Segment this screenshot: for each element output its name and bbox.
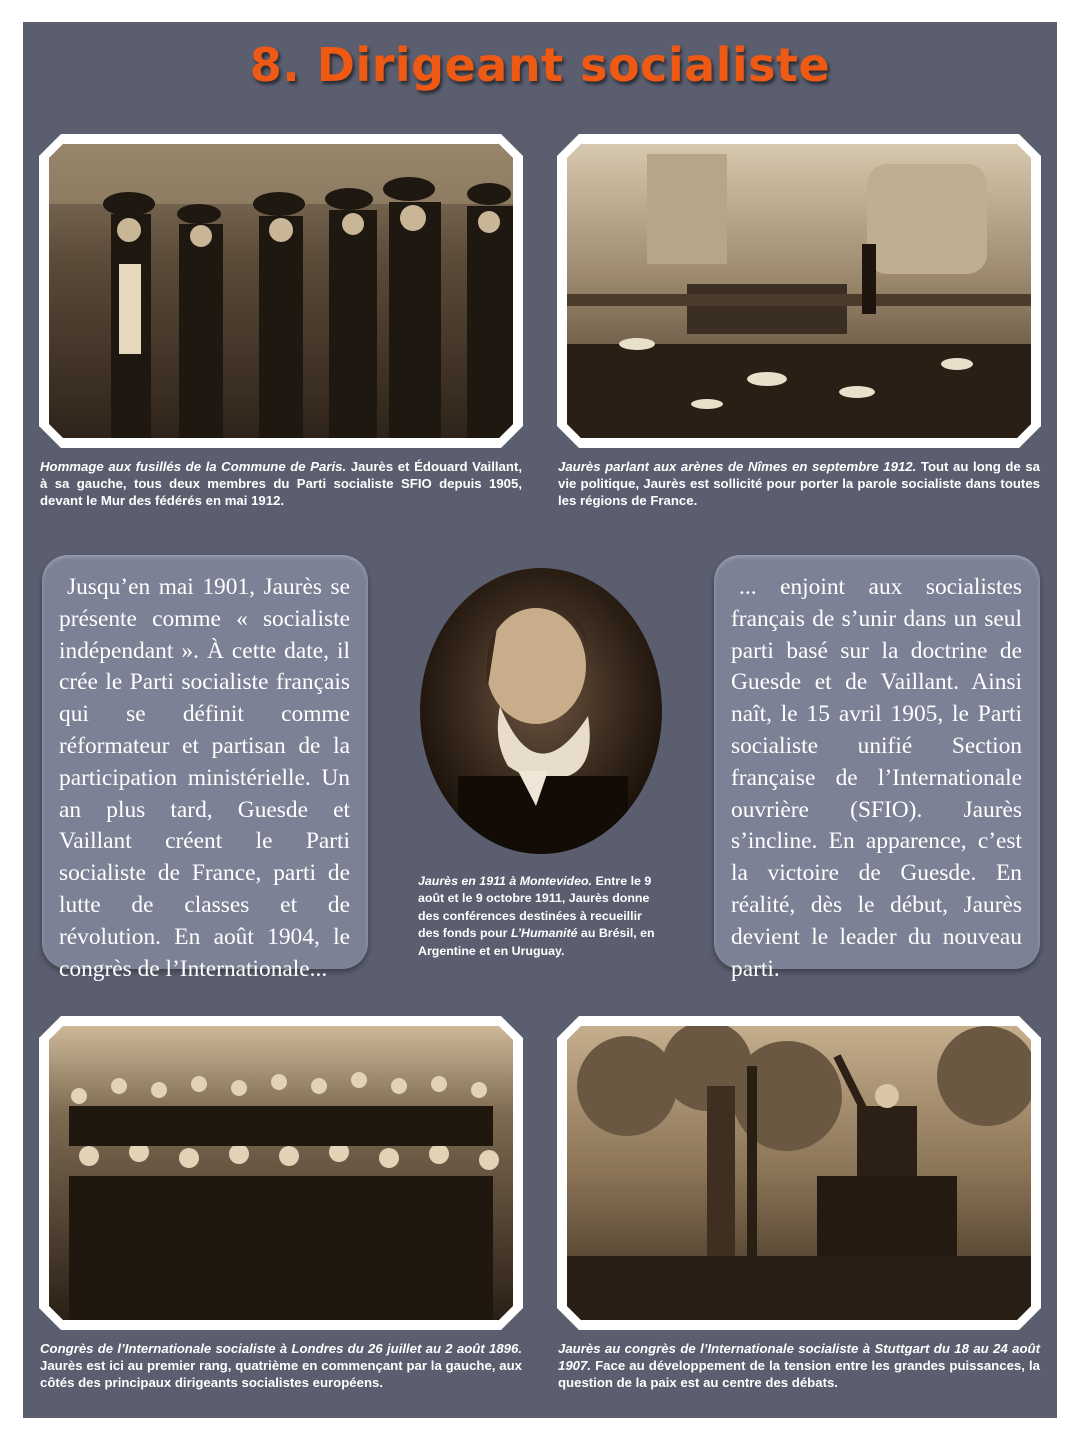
photo-frame-3 <box>39 1016 523 1330</box>
portrait-jaures <box>418 566 664 856</box>
photo-frame-4 <box>557 1016 1041 1330</box>
photo-congres-stuttgart <box>567 1026 1031 1320</box>
photo-caption-4: Jaurès au congrès de l’Internationale socialiste à Stuttgart du 18 au 24 août 1907. Face au développement de la tension entre les grandes puissances, la question de la paix est au centre des débats. <box>558 1341 1040 1390</box>
portrait-caption: Jaurès en 1911 à Montevideo. Entre le 9 août et le 9 octobre 1911, Jaurès donne des conférences destinées à recueillir des fonds pour L’Humanité au Brésil, en Argentine et en Uruguay. <box>418 874 655 958</box>
photo-congres-londres <box>49 1026 513 1320</box>
text-right: ... enjoint aux socialistes français de s’unir dans un seul parti basé sur la doctrine de Guesde et de Vaillant. Ainsi naît, le 15 avril 1905, le Parti socialiste unifié Section française de l’Internationale ouvrière (SFIO). Jaurès s’incline. En apparence, c’est la victoire de Guesde. En réalité, dès le début, Jaurès devient le leader du nouveau parti. <box>731 574 1022 982</box>
photo-frame-2 <box>557 134 1041 448</box>
text-box-right <box>714 555 1040 982</box>
text-box-left <box>42 555 368 982</box>
photo-caption-1: Hommage aux fusillés de la Commune de Paris. Jaurès et Édouard Vaillant, à sa gauche, tous deux membres du Parti socialiste SFIO depuis 1905, devant le Mur des fédérés en mai 1912. <box>40 459 522 508</box>
text-left: Jusqu’en mai 1901, Jaurès se présente comme « socialiste indépendant ». À cette date, il crée le Parti socialiste français qui se définit comme réformateur et partisan de la participation ministérielle. Un an plus tard, Guesde et Vaillant créent le Parti socialiste de France, parti de lutte de classes et de révolution. En août 1904, le congrès de l’Internationale... <box>59 574 350 982</box>
photo-caption-3: Congrès de l’Internationale socialiste à Londres du 26 juillet au 2 août 1896. Jaurès est ici au premier rang, quatrième en commençant par la gauche, aux côtés des principaux dirigeants socialistes européens. <box>40 1341 522 1390</box>
page-title: 8. Dirigeant socialiste <box>249 38 831 92</box>
photo-mur-des-federes <box>49 144 513 438</box>
photo-frame-1 <box>39 134 523 448</box>
photo-arenes-nimes <box>567 144 1031 438</box>
photo-caption-2: Jaurès parlant aux arènes de Nîmes en septembre 1912. Tout au long de sa vie politique, Jaurès est sollicité pour porter la parole socialiste dans toutes les régions de France. <box>558 459 1040 508</box>
